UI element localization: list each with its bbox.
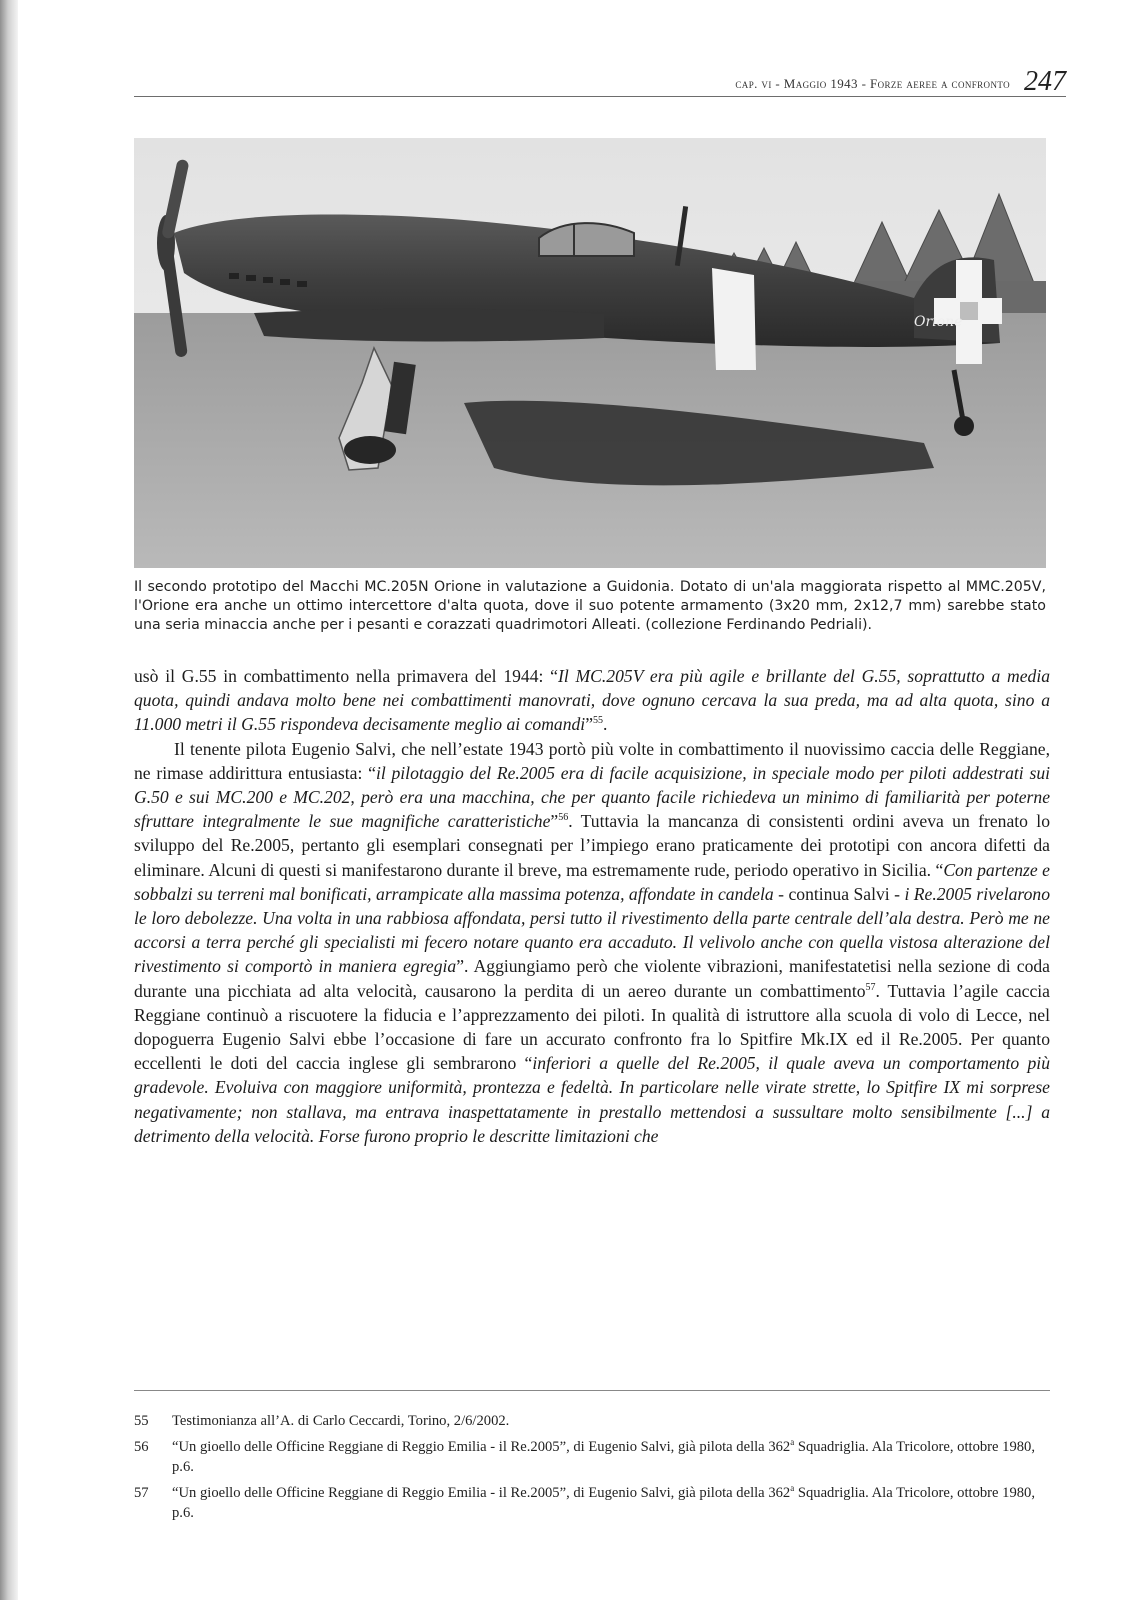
body-paragraph <box>134 737 1050 1148</box>
photo-caption: Il secondo prototipo del Macchi MC.205N Orione in valutazione a Guidonia. Dotato di un'ala maggiorata rispetto al MMC.205V, l'Orione era anche un ottimo intercettore d'alta quota, dove il suo potente armamento (3x20 mm, 2x12,7 mm) sarebbe stato una seria minaccia anche per i pesanti e corazzati quadrimotori Alleati. (collezione Ferdinando Pedriali). <box>134 579 1046 633</box>
quoted-text: i Re.2005 rivelarono le loro debolezze. Una volta in una rabbiosa affondata, persi tutto il rivestimento della parte centrale dell’ala destra. Però me ne accorsi a terra perché gli specialisti mi fecero notare quanto era accaduto. Il velivolo anche con quella vistosa alterazione del rivestimento si comportò in maniera egregia <box>134 883 1051 977</box>
quoted-text: il pilotaggio del Re.2005 era di facile acquisizione, in speciale modo per piloti addestrati sui G.50 e sui MC.200 e MC.202, però era una macchina, che per quanto facile richiedeva un minimo di familiarità per poterne sfruttare integralmente le sue magnifiche caratteristiche <box>134 762 1050 832</box>
paragraph-text: Il tenente pilota Eugenio Salvi, che nell’estate 1943 portò più volte in combattimento il nuovissimo caccia delle Reggiane, ne rimase addirittura entusiasta: “ <box>134 738 1050 783</box>
footnote-number: 56 <box>134 1439 149 1455</box>
footnote-reference: 56 <box>558 812 569 824</box>
footnote-reference: 55 <box>593 715 603 727</box>
quoted-text: Con partenze e sobbalzi su terreni mal bonificati, arrampicate alla massima potenza, affondate in candela <box>134 859 1050 904</box>
footnote-number: 55 <box>134 1413 149 1429</box>
page-number: 247 <box>1024 66 1066 97</box>
footnote-text: “Un gioello delle Officine Reggiane di Reggio Emilia - il Re.2005”, di Eugenio Salvi, già pilota della 362$^a$ Squadriglia. Ala Tricolore, ottobre 1980, p.6. <box>172 1483 1035 1521</box>
main-text <box>134 664 1050 1148</box>
running-header <box>134 66 1066 97</box>
footnote <box>134 1437 1050 1477</box>
aircraft-photo <box>134 138 1046 568</box>
paragraph-text: . Tuttavia la mancanza di consistenti ordini aveva un frenato lo sviluppo del Re.2005, pertanto gli esemplari consegnati per l’impiego erano praticamente dei prototipi con ancora difetti da eliminare. Alcuni di questi si manifestarono durante il breve, ma estremamente rude, periodo operativo in Sicilia. “ <box>134 811 1050 880</box>
paragraph-text: - continua Salvi - <box>773 883 905 904</box>
paragraph-text: ”. Aggiungiamo però che violente vibrazioni, manifestatetisi nella sezione di coda durante una picchiata ad alta velocità, causarono la perdita di un aereo durante un combattimento <box>134 956 1050 1001</box>
paragraph-text: ” <box>550 811 559 832</box>
paragraph-text: ” <box>585 714 593 735</box>
quoted-text: inferiori a quelle del Re.2005, il quale aveva un comportamento più gradevole. Evoluiva con maggiore uniformità, prontezza e fedeltà. In particolare nelle virate strette, lo Spitfire IX mi sorprese negativamente; non stallava, ma entrava inaspettatamente in prestallo mettendosi a sussultare molto sensibilmente [...] a detrimento della velocità. Forse furono proprio le descritte limitazioni che <box>134 1053 1050 1146</box>
footnotes <box>134 1390 1050 1529</box>
ordinal-indicator: a <box>790 1483 795 1494</box>
footnote-separator <box>134 1390 1050 1391</box>
footnote-number: 57 <box>134 1485 149 1501</box>
quoted-text: Il MC.205V era più agile e brillante del G.55, soprattutto a media quota, quindi andava molto bene nei combattimenti manovrati, dove ognuno cercava la sua preda, ma ad alta quota, sino a 11.000 metri il G.55 rispondeva decisamente meglio ai comandi <box>134 666 1051 735</box>
footnote-text: “Un gioello delle Officine Reggiane di Reggio Emilia - il Re.2005”, di Eugenio Salvi, già pilota della 362$^a$ Squadriglia. Ala Tricolore, ottobre 1980, p.6. <box>172 1437 1035 1475</box>
paragraph-text: . Tuttavia l’agile caccia Reggiane continuò a riscuotere la fiducia e l’apprezzamento dei piloti. In qualità di istruttore alla scuola di volo di Lecce, nel dopoguerra Eugenio Salvi ebbe l’occasione di fare un accurato confronto fra lo Spitfire Mk.IX ed il Re.2005. Per quanto eccellenti le doti del caccia inglese gli sembrarono “ <box>134 980 1050 1074</box>
body-paragraph <box>134 664 1050 737</box>
paragraph-text: . <box>603 714 608 735</box>
footnote <box>134 1483 1050 1523</box>
footnote <box>134 1411 1050 1431</box>
footnote-reference: 57 <box>865 981 876 993</box>
macchi-orione-photo-illustration <box>134 138 1046 568</box>
fuselage-name-script: Orione <box>914 314 963 330</box>
paragraph-text: usò il G.55 in combattimento nella primavera del 1944: “ <box>134 666 558 686</box>
ordinal-indicator: a <box>790 1437 795 1448</box>
page-gutter-shadow <box>0 0 18 1600</box>
running-title: cap. vi - Maggio 1943 - Forze aeree a confronto <box>735 76 1010 91</box>
footnote-text: Testimonianza all’A. di Carlo Ceccardi, Torino, 2/6/2002. <box>172 1413 510 1429</box>
